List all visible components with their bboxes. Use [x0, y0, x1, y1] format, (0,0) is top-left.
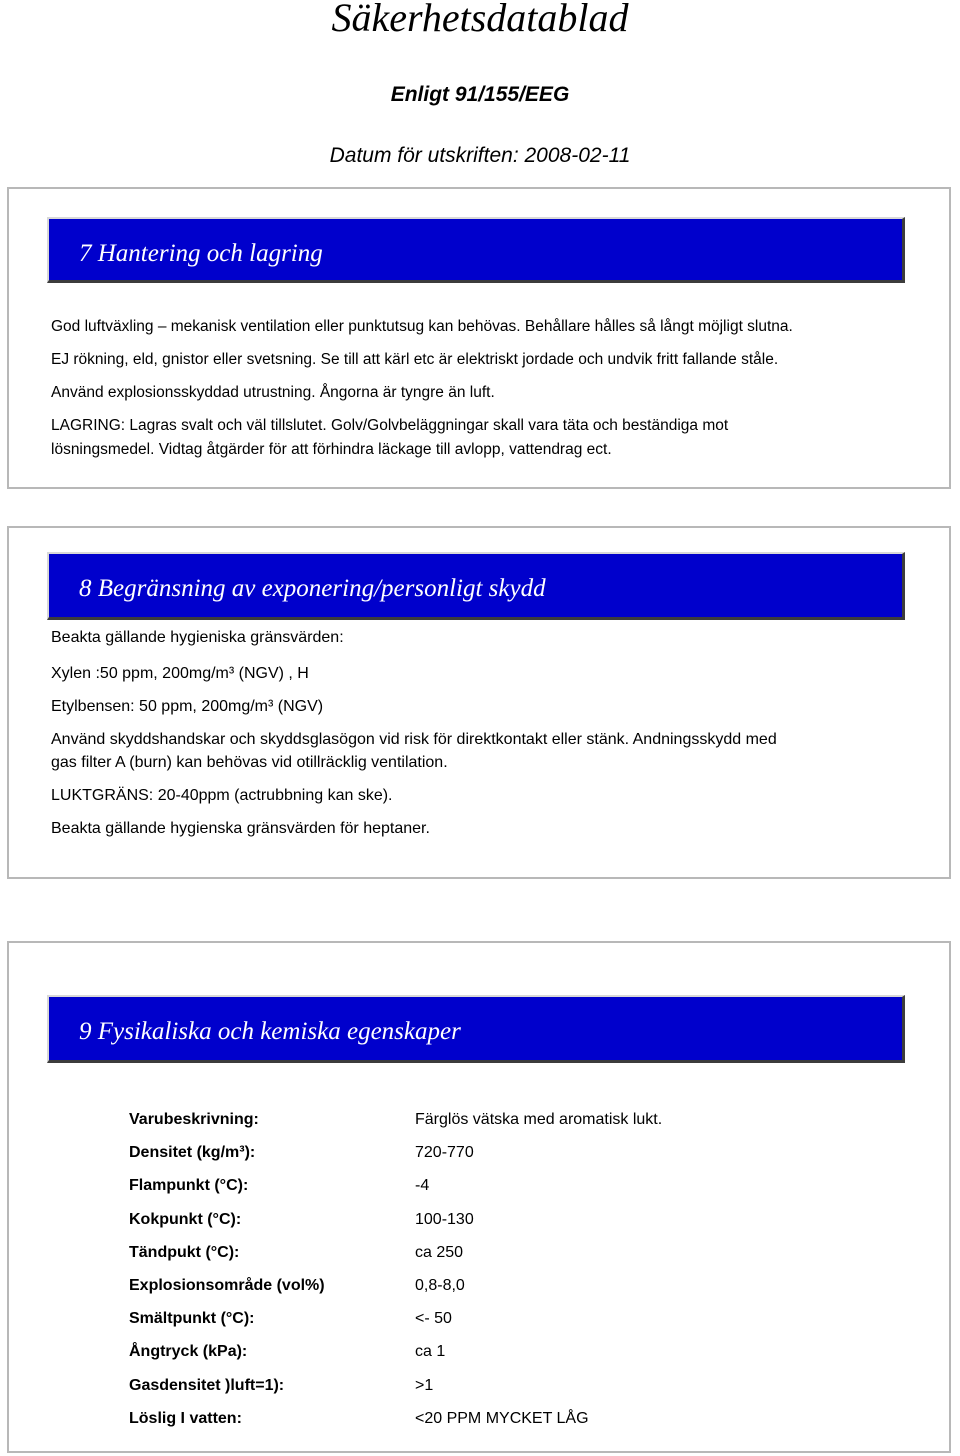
- section-7-line: God luftväxling – mekanisk ventilation eller punktutsug kan behövas. Behållare hålles så långt möjligt slutna.: [51, 318, 793, 335]
- property-label: Explosionsområde (vol%): [129, 1277, 325, 1294]
- property-label: Ångtryck (kPa):: [129, 1343, 248, 1360]
- section-8-line: Beakta gällande hygienska gränsvärden för heptaner.: [51, 820, 430, 837]
- property-label: Tändpukt (°C):: [129, 1244, 240, 1261]
- section-9-header: [47, 995, 905, 1063]
- section-8-line: Beakta gällande hygieniska gränsvärden:: [51, 629, 344, 646]
- property-value: 100-130: [415, 1211, 474, 1228]
- property-value: ca 1: [415, 1343, 446, 1360]
- section-8-line: gas filter A (burn) kan behövas vid otillräcklig ventilation.: [51, 754, 448, 771]
- property-label: Flampunkt (°C):: [129, 1177, 249, 1194]
- section-8-header: [47, 552, 905, 620]
- section-9-box: [7, 941, 951, 1453]
- section-9-heading: 9 Fysikaliska och kemiska egenskaper: [79, 1018, 461, 1045]
- property-value: <- 50: [415, 1310, 452, 1327]
- property-label: Kokpunkt (°C):: [129, 1211, 242, 1228]
- section-7-header: [47, 217, 905, 283]
- section-8-line: Använd skyddshandskar och skyddsglasögon vid risk för direktkontakt eller stänk. Andningsskydd med: [51, 731, 777, 748]
- document-title: Säkerhetsdatablad: [331, 0, 629, 40]
- print-date: Datum för utskriften: 2008-02-11: [329, 144, 631, 167]
- section-7-line: lösningsmedel. Vidtag åtgärder för att förhindra läckage till avlopp, vattendrag ect.: [51, 441, 612, 458]
- property-label: Densitet (kg/m³):: [129, 1144, 256, 1161]
- property-value: <20 PPM MYCKET LÅG: [415, 1410, 589, 1427]
- property-value: Färglös vätska med aromatisk lukt.: [415, 1111, 663, 1128]
- property-value: 0,8-8,0: [415, 1277, 465, 1294]
- property-label: Löslig I vatten:: [129, 1410, 242, 1427]
- property-value: >1: [415, 1377, 434, 1394]
- section-7-heading: 7 Hantering och lagring: [79, 240, 323, 267]
- section-7-line: Använd explosionsskyddad utrustning. Ångorna är tyngre än luft.: [51, 384, 495, 401]
- document-subtitle: Enligt 91/155/EEG: [390, 83, 570, 106]
- section-7-line: EJ rökning, eld, gnistor eller svetsning. Se till att kärl etc är elektriskt jordade och undvik fritt fallande ståle.: [51, 351, 779, 368]
- property-value: 720-770: [415, 1144, 474, 1161]
- section-7-line: LAGRING: Lagras svalt och väl tillslutet. Golv/Golvbeläggningar skall vara täta och beständiga mot: [51, 417, 729, 434]
- section-8-line: Xylen :50 ppm, 200mg/m³ (NGV) , H: [51, 665, 309, 682]
- section-8-line: LUKTGRÄNS: 20-40ppm (actrubbning kan ske).: [51, 787, 393, 804]
- section-8-line: Etylbensen: 50 ppm, 200mg/m³ (NGV): [51, 698, 324, 715]
- property-label: Smältpunkt (°C):: [129, 1310, 255, 1327]
- section-8-heading: 8 Begränsning av exponering/personligt skydd: [79, 575, 546, 602]
- property-label: Varubeskrivning:: [129, 1111, 259, 1128]
- property-value: -4: [415, 1177, 430, 1194]
- section-8-box: [7, 526, 951, 879]
- section-7-box: [7, 187, 951, 489]
- property-label: Gasdensitet )luft=1):: [129, 1377, 285, 1394]
- property-value: ca 250: [415, 1244, 464, 1261]
